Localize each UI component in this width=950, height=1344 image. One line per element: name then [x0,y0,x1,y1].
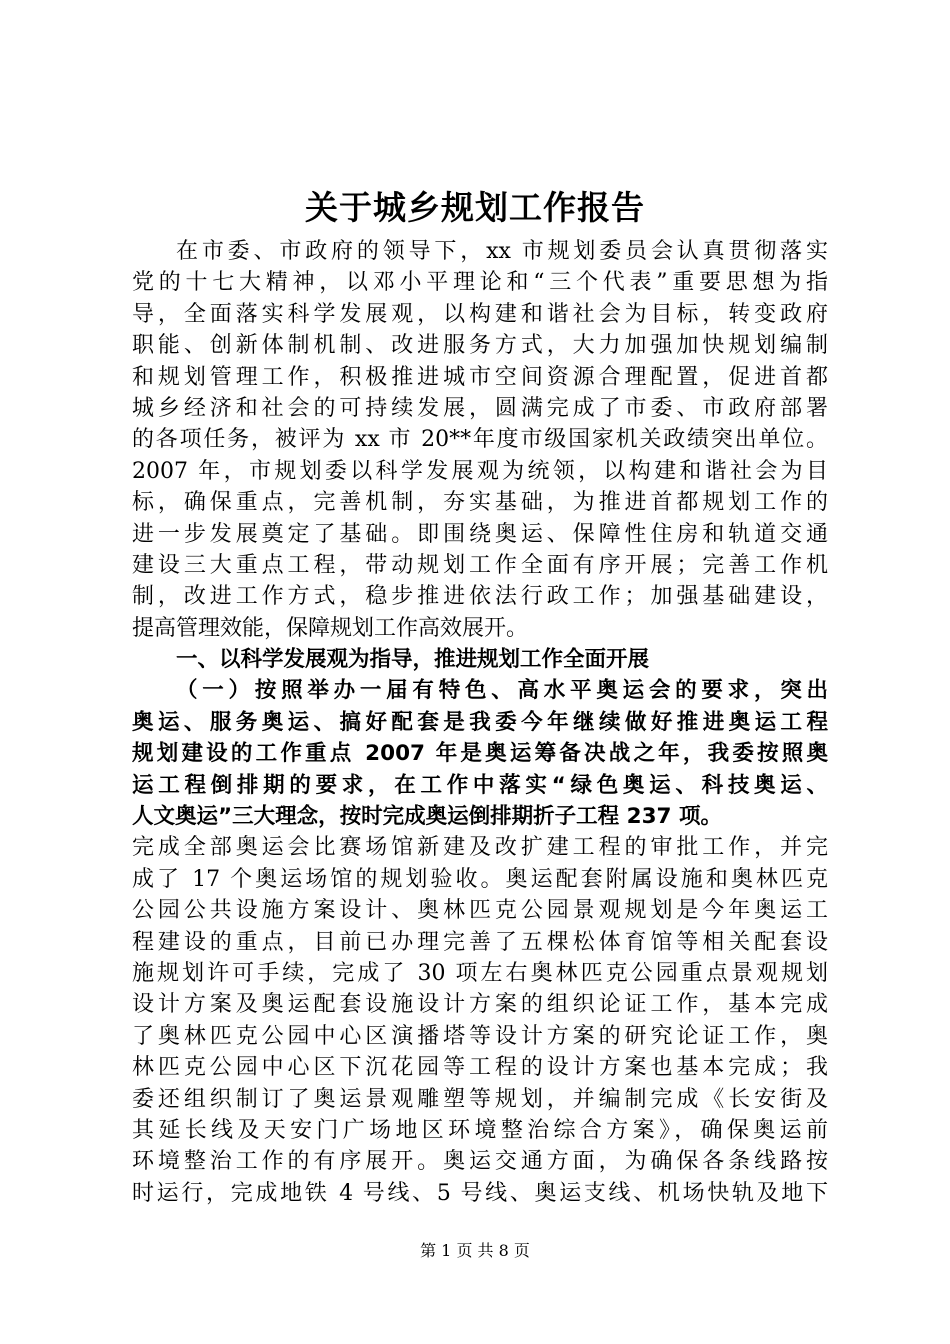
text-line: 了奥林匹克公园中心区演播塔等设计方案的研究论证工作，奥 [132,1023,828,1049]
text-line: 完成全部奥运会比赛场馆新建及改扩建工程的审批工作，并完 [132,835,828,861]
text-line: 导，全面落实科学发展观，以构建和谐社会为目标，转变政府 [132,301,828,327]
text-line: 党的十七大精神，以邓小平理论和“三个代表”重要思想为指 [132,270,828,296]
text-line: 施规划许可手续，完成了 30 项左右奥林匹克公园重点景观规划 [132,960,828,986]
text-line: 城乡经济和社会的可持续发展，圆满完成了市委、市政府部署 [132,395,828,421]
text-line: 提高管理效能，保障规划工作高效展开。 [132,615,529,641]
text-line: 其延长线及天安门广场地区环境整治综合方案》，确保奥运前 [132,1117,828,1143]
text-line: 委还组织制订了奥运景观雕塑等规划，并编制完成《长安街及 [132,1086,828,1112]
page-number-footer: 第 1 页 共 8 页 [420,1241,530,1260]
text-line: 的各项任务，被评为 xx 市 20**年度市级国家机关政绩突出单位。 [132,427,828,453]
text-line: 2007 年，市规划委以科学发展观为统领，以构建和谐社会为目 [132,458,828,484]
text-line: 公园公共设施方案设计、奥林匹克公园景观规划是今年奥运工 [132,898,828,924]
bold-text-line: 运工程倒排期的要求，在工作中落实“绿色奥运、科技奥运、 [132,772,828,798]
text-line: 职能、创新体制机制、改进服务方式，大力加强加快规划编制 [132,333,828,359]
text-line: 在市委、市政府的领导下，xx 市规划委员会认真贯彻落实 [176,239,828,264]
text-line: 时运行，完成地铁 4 号线、5 号线、奥运支线、机场快轨及地下 [132,1180,828,1206]
bold-text-line: （一）按照举办一届有特色、高水平奥运会的要求，突出 [176,678,828,704]
document-body [132,236,828,1209]
text-line: 进一步发展奠定了基础。即围绕奥运、保障性住房和轨道交通 [132,521,828,547]
bold-text-line: 奥运、服务奥运、搞好配套是我委今年继续做好推进奥运工程 [132,709,828,735]
text-line: 环境整治工作的有序展开。奥运交通方面，为确保各条线路按 [132,1149,828,1175]
text-line: 成了 17 个奥运场馆的规划验收。奥运配套附属设施和奥林匹克 [132,866,828,892]
document-title: 关于城乡规划工作报告 [305,188,645,227]
text-line: 程建设的重点，目前已办理完善了五棵松体育馆等相关配套设 [132,929,828,955]
text-line: 建设三大重点工程，带动规划工作全面有序开展；完善工作机 [132,552,828,578]
text-line: 制，改进工作方式，稳步推进依法行政工作；加强基础建设， [132,584,828,610]
bold-text-line: 规划建设的工作重点 2007 年是奥运筹备决战之年，我委按照奥 [132,741,828,767]
text-line: 林匹克公园中心区下沉花园等工程的设计方案也基本完成；我 [132,1055,828,1081]
section-heading: 一、以科学发展观为指导，推进规划工作全面开展 [176,647,650,673]
bold-text-line: 人文奥运”三大理念，按时完成奥运倒排期折子工程 237 项。 [132,804,722,830]
text-line: 标，确保重点，完善机制，夯实基础，为推进首都规划工作的 [132,490,828,516]
text-line: 设计方案及奥运配套设施设计方案的组织论证工作，基本完成 [132,992,828,1018]
text-line: 和规划管理工作，积极推进城市空间资源合理配置，促进首都 [132,364,828,390]
